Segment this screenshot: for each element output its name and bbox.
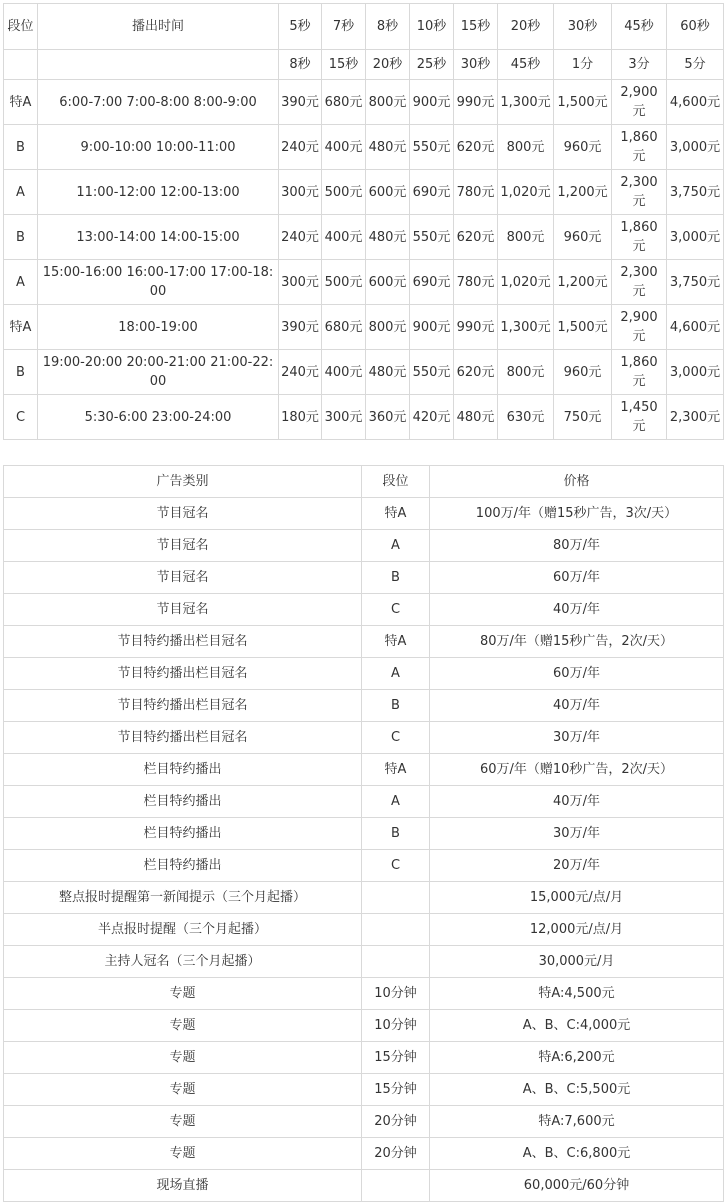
- ad-category-cell: 主持人冠名（三个月起播）: [4, 946, 362, 978]
- time-slot-cell: 11:00-12:00 12:00-13:00: [38, 170, 279, 215]
- header-cell: 15秒: [322, 50, 366, 80]
- tier-cell: C: [362, 722, 430, 754]
- ad-category-cell: 节目冠名: [4, 594, 362, 626]
- price-cell: 620元: [454, 125, 498, 170]
- table-row: [4, 350, 724, 395]
- tier-cell: 特A: [362, 498, 430, 530]
- price-cell: 3,000元: [667, 215, 724, 260]
- ad-table-header-row: [4, 466, 724, 498]
- tier-cell: [362, 882, 430, 914]
- price-cell: 400元: [322, 215, 366, 260]
- ad-category-cell: 节目特约播出栏目冠名: [4, 690, 362, 722]
- price-cell: 特A:4,500元: [430, 978, 724, 1010]
- price-cell: 特A:7,600元: [430, 1106, 724, 1138]
- header-cell: 播出时间: [38, 4, 279, 50]
- price-cell: 550元: [410, 350, 454, 395]
- price-cell: 2,900元: [612, 80, 667, 125]
- ad-category-cell: 栏目特约播出: [4, 754, 362, 786]
- tier-cell: C: [4, 395, 38, 440]
- table-row: [4, 914, 724, 946]
- price-cell: 420元: [410, 395, 454, 440]
- ad-category-cell: 节目特约播出栏目冠名: [4, 626, 362, 658]
- header-cell: 45秒: [498, 50, 554, 80]
- tier-cell: B: [362, 690, 430, 722]
- tier-cell: A: [362, 786, 430, 818]
- price-cell: 20万/年: [430, 850, 724, 882]
- tier-cell: 10分钟: [362, 978, 430, 1010]
- tier-cell: [362, 1170, 430, 1202]
- price-cell: 800元: [498, 350, 554, 395]
- price-cell: 400元: [322, 125, 366, 170]
- price-cell: 500元: [322, 170, 366, 215]
- price-cell: 4,600元: [667, 80, 724, 125]
- table-row: [4, 1106, 724, 1138]
- ad-category-cell: 专题: [4, 1042, 362, 1074]
- header-cell: 段位: [4, 4, 38, 50]
- header-cell: 广告类别: [4, 466, 362, 498]
- price-cell: 1,200元: [554, 260, 612, 305]
- table-row: [4, 626, 724, 658]
- price-cell: 40万/年: [430, 690, 724, 722]
- price-cell: 390元: [279, 305, 322, 350]
- table-row: [4, 1042, 724, 1074]
- price-cell: 3,000元: [667, 125, 724, 170]
- header-cell: 8秒: [279, 50, 322, 80]
- price-cell: 960元: [554, 215, 612, 260]
- ad-category-cell: 节目特约播出栏目冠名: [4, 658, 362, 690]
- tier-cell: A: [362, 530, 430, 562]
- header-cell: 10秒: [410, 4, 454, 50]
- table-row: [4, 562, 724, 594]
- tier-cell: B: [362, 818, 430, 850]
- price-cell: 680元: [322, 80, 366, 125]
- header-cell: 3分: [612, 50, 667, 80]
- header-cell: 15秒: [454, 4, 498, 50]
- table-row: [4, 946, 724, 978]
- table-row: [4, 1074, 724, 1106]
- table-row: [4, 754, 724, 786]
- price-cell: 800元: [366, 80, 410, 125]
- price-cell: 960元: [554, 125, 612, 170]
- tier-cell: 15分钟: [362, 1042, 430, 1074]
- price-cell: 40万/年: [430, 786, 724, 818]
- header-cell: [38, 50, 279, 80]
- price-cell: 1,860元: [612, 350, 667, 395]
- table-row: [4, 305, 724, 350]
- table-row: [4, 498, 724, 530]
- time-slot-cell: 19:00-20:00 20:00-21:00 21:00-22:00: [38, 350, 279, 395]
- price-cell: 1,200元: [554, 170, 612, 215]
- tier-cell: 特A: [4, 305, 38, 350]
- price-cell: 690元: [410, 260, 454, 305]
- header-cell: 60秒: [667, 4, 724, 50]
- table-row: [4, 690, 724, 722]
- price-cell: 1,500元: [554, 80, 612, 125]
- price-cell: 40万/年: [430, 594, 724, 626]
- price-cell: 2,300元: [667, 395, 724, 440]
- header-cell: 7秒: [322, 4, 366, 50]
- price-cell: 400元: [322, 350, 366, 395]
- rate-table: [3, 3, 724, 440]
- price-cell: A、B、C:6,800元: [430, 1138, 724, 1170]
- tier-cell: 特A: [362, 626, 430, 658]
- price-cell: 600元: [366, 260, 410, 305]
- table-row: [4, 125, 724, 170]
- ad-category-cell: 专题: [4, 978, 362, 1010]
- price-cell: 480元: [366, 125, 410, 170]
- price-cell: 180元: [279, 395, 322, 440]
- table-row: [4, 882, 724, 914]
- tier-cell: [362, 946, 430, 978]
- tier-cell: 20分钟: [362, 1106, 430, 1138]
- price-cell: 240元: [279, 215, 322, 260]
- price-cell: 990元: [454, 80, 498, 125]
- table-row: [4, 594, 724, 626]
- table-row: [4, 1010, 724, 1042]
- price-cell: 550元: [410, 215, 454, 260]
- price-cell: 620元: [454, 350, 498, 395]
- table-row: [4, 658, 724, 690]
- table-row: [4, 978, 724, 1010]
- ad-category-cell: 栏目特约播出: [4, 786, 362, 818]
- time-slot-cell: 5:30-6:00 23:00-24:00: [38, 395, 279, 440]
- price-cell: 480元: [366, 215, 410, 260]
- header-cell: 1分: [554, 50, 612, 80]
- price-cell: 630元: [498, 395, 554, 440]
- rate-table-header-row: [4, 4, 724, 50]
- price-cell: 300元: [279, 260, 322, 305]
- price-cell: 680元: [322, 305, 366, 350]
- tier-cell: A: [4, 170, 38, 215]
- tier-cell: B: [4, 125, 38, 170]
- price-cell: 550元: [410, 125, 454, 170]
- header-cell: 20秒: [366, 50, 410, 80]
- price-cell: 2,900元: [612, 305, 667, 350]
- price-cell: 80万/年: [430, 530, 724, 562]
- price-cell: 1,860元: [612, 125, 667, 170]
- table-row: [4, 722, 724, 754]
- table-row: [4, 530, 724, 562]
- price-cell: 60万/年: [430, 658, 724, 690]
- ad-category-cell: 现场直播: [4, 1170, 362, 1202]
- price-cell: 600元: [366, 170, 410, 215]
- price-cell: 60万/年（赠10秒广告，2次/天）: [430, 754, 724, 786]
- ad-category-cell: 节目冠名: [4, 498, 362, 530]
- ad-category-cell: 节目冠名: [4, 562, 362, 594]
- header-cell: [4, 50, 38, 80]
- header-cell: 5秒: [279, 4, 322, 50]
- price-cell: 900元: [410, 80, 454, 125]
- tier-cell: A: [362, 658, 430, 690]
- tier-cell: C: [362, 594, 430, 626]
- price-cell: 780元: [454, 170, 498, 215]
- time-slot-cell: 18:00-19:00: [38, 305, 279, 350]
- table-row: [4, 1170, 724, 1202]
- price-cell: 30万/年: [430, 818, 724, 850]
- time-slot-cell: 13:00-14:00 14:00-15:00: [38, 215, 279, 260]
- price-cell: 800元: [498, 125, 554, 170]
- price-cell: A、B、C:4,000元: [430, 1010, 724, 1042]
- price-cell: 1,300元: [498, 80, 554, 125]
- ad-category-cell: 栏目特约播出: [4, 850, 362, 882]
- ad-category-cell: 节目特约播出栏目冠名: [4, 722, 362, 754]
- price-cell: 800元: [498, 215, 554, 260]
- tier-cell: 特A: [362, 754, 430, 786]
- price-cell: 620元: [454, 215, 498, 260]
- price-cell: 3,000元: [667, 350, 724, 395]
- tier-cell: [362, 914, 430, 946]
- price-cell: A、B、C:5,500元: [430, 1074, 724, 1106]
- tier-cell: 15分钟: [362, 1074, 430, 1106]
- ad-price-table: [3, 465, 724, 1202]
- price-cell: 500元: [322, 260, 366, 305]
- ad-category-cell: 专题: [4, 1074, 362, 1106]
- rate-table-header-row: [4, 50, 724, 80]
- price-cell: 240元: [279, 350, 322, 395]
- price-cell: 240元: [279, 125, 322, 170]
- price-cell: 4,600元: [667, 305, 724, 350]
- table-row: [4, 170, 724, 215]
- price-cell: 3,750元: [667, 260, 724, 305]
- time-slot-cell: 15:00-16:00 16:00-17:00 17:00-18:00: [38, 260, 279, 305]
- price-cell: 300元: [322, 395, 366, 440]
- tier-cell: A: [4, 260, 38, 305]
- table-row: [4, 850, 724, 882]
- price-cell: 480元: [454, 395, 498, 440]
- price-cell: 960元: [554, 350, 612, 395]
- tier-cell: B: [4, 215, 38, 260]
- price-cell: 480元: [366, 350, 410, 395]
- price-cell: 12,000元/点/月: [430, 914, 724, 946]
- price-cell: 60万/年: [430, 562, 724, 594]
- ad-category-cell: 专题: [4, 1106, 362, 1138]
- header-cell: 价格: [430, 466, 724, 498]
- price-cell: 300元: [279, 170, 322, 215]
- tier-cell: B: [362, 562, 430, 594]
- price-cell: 990元: [454, 305, 498, 350]
- tier-cell: 20分钟: [362, 1138, 430, 1170]
- header-cell: 8秒: [366, 4, 410, 50]
- table-row: [4, 786, 724, 818]
- price-cell: 390元: [279, 80, 322, 125]
- price-cell: 750元: [554, 395, 612, 440]
- price-cell: 15,000元/点/月: [430, 882, 724, 914]
- header-cell: 5分: [667, 50, 724, 80]
- table-row: [4, 80, 724, 125]
- tier-cell: C: [362, 850, 430, 882]
- ad-category-cell: 半点报时提醒（三个月起播）: [4, 914, 362, 946]
- ad-category-cell: 专题: [4, 1010, 362, 1042]
- price-cell: 1,020元: [498, 260, 554, 305]
- price-cell: 100万/年（赠15秒广告，3次/天）: [430, 498, 724, 530]
- price-cell: 1,860元: [612, 215, 667, 260]
- price-cell: 690元: [410, 170, 454, 215]
- header-cell: 20秒: [498, 4, 554, 50]
- ad-category-cell: 专题: [4, 1138, 362, 1170]
- price-cell: 1,450元: [612, 395, 667, 440]
- price-cell: 1,020元: [498, 170, 554, 215]
- price-cell: 800元: [366, 305, 410, 350]
- price-cell: 80万/年（赠15秒广告，2次/天）: [430, 626, 724, 658]
- price-cell: 1,500元: [554, 305, 612, 350]
- tier-cell: B: [4, 350, 38, 395]
- price-cell: 3,750元: [667, 170, 724, 215]
- ad-category-cell: 整点报时提醒第一新闻提示（三个月起播）: [4, 882, 362, 914]
- price-cell: 2,300元: [612, 260, 667, 305]
- price-cell: 780元: [454, 260, 498, 305]
- price-cell: 特A:6,200元: [430, 1042, 724, 1074]
- table-row: [4, 260, 724, 305]
- price-cell: 30,000元/月: [430, 946, 724, 978]
- time-slot-cell: 9:00-10:00 10:00-11:00: [38, 125, 279, 170]
- time-slot-cell: 6:00-7:00 7:00-8:00 8:00-9:00: [38, 80, 279, 125]
- header-cell: 45秒: [612, 4, 667, 50]
- table-row: [4, 1138, 724, 1170]
- table-row: [4, 818, 724, 850]
- header-cell: 30秒: [554, 4, 612, 50]
- price-cell: 360元: [366, 395, 410, 440]
- price-cell: 900元: [410, 305, 454, 350]
- price-cell: 60,000元/60分钟: [430, 1170, 724, 1202]
- tier-cell: 10分钟: [362, 1010, 430, 1042]
- ad-category-cell: 栏目特约播出: [4, 818, 362, 850]
- price-cell: 2,300元: [612, 170, 667, 215]
- ad-category-cell: 节目冠名: [4, 530, 362, 562]
- table-row: [4, 395, 724, 440]
- tier-cell: 特A: [4, 80, 38, 125]
- price-cell: 30万/年: [430, 722, 724, 754]
- table-row: [4, 215, 724, 260]
- header-cell: 段位: [362, 466, 430, 498]
- price-cell: 1,300元: [498, 305, 554, 350]
- header-cell: 25秒: [410, 50, 454, 80]
- header-cell: 30秒: [454, 50, 498, 80]
